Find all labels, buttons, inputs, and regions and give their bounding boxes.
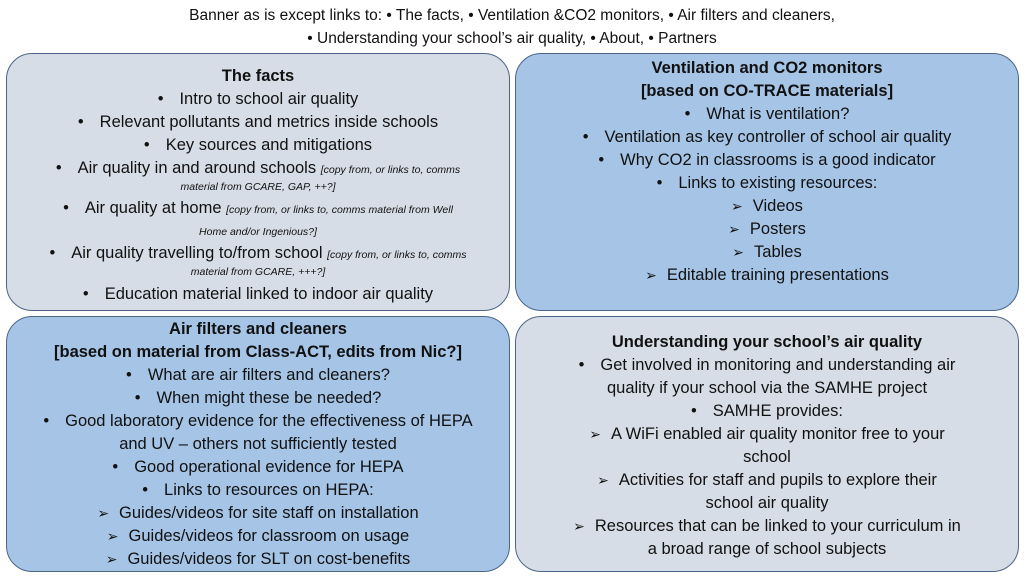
sub-list-item: ➢ Activities for staff and pupils to explore their (516, 469, 1018, 492)
list-item: • What is ventilation? (516, 103, 1018, 126)
sub-list-item: ➢ A WiFi enabled air quality monitor free to your (516, 423, 1018, 446)
list-item: • Education material linked to indoor air quality (7, 283, 509, 306)
list-item: • Get involved in monitoring and understanding air (516, 354, 1018, 377)
banner-line-1: Banner as is except links to: • The facts, • Ventilation &CO2 monitors, • Air filters and cleaners, (189, 7, 835, 24)
list-item: • Air quality in and around schools [copy from, or links to, comms (7, 157, 509, 180)
note-line: material from GCARE, +++?] (190, 266, 326, 278)
note-line: material from GCARE, GAP, ++?] (180, 181, 336, 193)
list-item-continuation: and UV – others not sufficiently tested (119, 435, 397, 453)
sub-list-item-continuation: school (743, 448, 791, 466)
list-item: • Key sources and mitigations (7, 134, 509, 157)
list-item-continuation: quality if your school via the SAMHE project (606, 379, 928, 397)
air-filters-subtitle: [based on material from Class-ACT, edits from Nic?] (54, 343, 462, 361)
sub-list-item: ➢ Editable training presentations (516, 264, 1018, 287)
list-item: • Ventilation as key controller of school air quality (516, 126, 1018, 149)
sub-list-item: ➢ Tables (516, 241, 1018, 264)
ventilation-panel (515, 53, 1019, 311)
list-item: • Links to existing resources: (516, 172, 1018, 195)
the-facts-panel (6, 53, 510, 311)
sub-list-item: ➢ Resources that can be linked to your curriculum in (516, 515, 1018, 538)
understanding-title: Understanding your school’s air quality (611, 333, 923, 351)
banner-line-2: • Understanding your school’s air quality, • About, • Partners (307, 30, 717, 47)
list-item: • Good operational evidence for HEPA (7, 456, 509, 479)
air-filters-panel (6, 316, 510, 572)
list-item: • Air quality at home [copy from, or links to, comms material from Well (7, 197, 509, 220)
list-item: • Air quality travelling to/from school [copy from, or links to, comms (7, 242, 509, 265)
list-item: • When might these be needed? (7, 387, 509, 410)
air-filters-title: Air filters and cleaners (169, 320, 347, 338)
sub-list-item: ➢ Guides/videos for SLT on cost-benefits (7, 548, 509, 571)
list-item: • Intro to school air quality (7, 88, 509, 111)
sub-list-item: ➢ Guides/videos for site staff on installation (7, 502, 509, 525)
sub-list-item-continuation: school air quality (705, 494, 829, 512)
list-item: • Good laboratory evidence for the effectiveness of HEPA (7, 410, 509, 433)
sub-list-item-continuation: a broad range of school subjects (647, 540, 887, 558)
sub-list-item: ➢ Guides/videos for classroom on usage (7, 525, 509, 548)
ventilation-subtitle: [based on CO-TRACE materials] (640, 82, 894, 100)
list-item: • What are air filters and cleaners? (7, 364, 509, 387)
banner (0, 4, 1024, 50)
list-item: • Relevant pollutants and metrics inside schools (7, 111, 509, 134)
list-item: • Links to resources on HEPA: (7, 479, 509, 502)
ventilation-title: Ventilation and CO2 monitors (651, 59, 883, 77)
note-line: Home and/or Ingenious?] (199, 226, 317, 238)
sub-list-item: ➢ Videos (516, 195, 1018, 218)
the-facts-title: The facts (221, 67, 295, 85)
list-item: • Why CO2 in classrooms is a good indicator (516, 149, 1018, 172)
sub-list-item: ➢ Posters (516, 218, 1018, 241)
list-item: • SAMHE provides: (516, 400, 1018, 423)
understanding-panel (515, 316, 1019, 572)
